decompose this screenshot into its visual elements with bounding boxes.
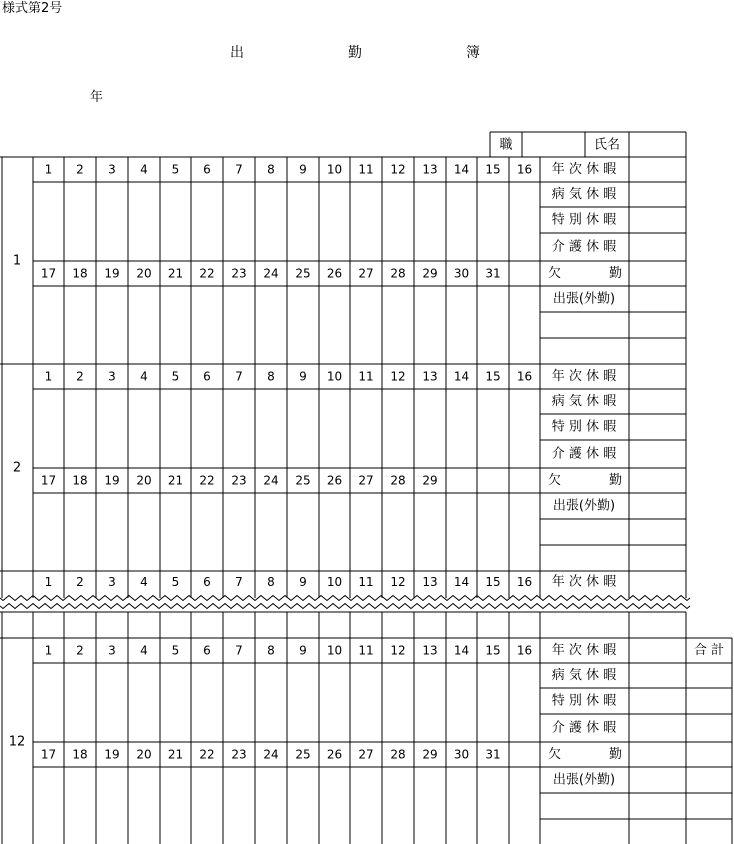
day-number: 10 — [326, 369, 343, 384]
day-number: 19 — [104, 473, 120, 488]
day-number: 14 — [453, 369, 470, 384]
day-number: 22 — [199, 473, 215, 488]
day-number: 13 — [422, 369, 438, 384]
title-char-1: 出 — [230, 45, 244, 61]
day-number: 8 — [267, 162, 275, 177]
day-number: 10 — [326, 643, 343, 658]
day-number: 14 — [453, 643, 470, 658]
business-trip-label: 出張(外勤) — [552, 498, 616, 514]
day-number: 4 — [140, 575, 148, 589]
day-number: 22 — [199, 747, 215, 762]
day-number: 26 — [326, 266, 343, 281]
name-label: 氏名 — [593, 137, 621, 153]
day-number: 5 — [171, 575, 180, 589]
day-number: 12 — [390, 369, 406, 384]
day-number: 21 — [167, 266, 184, 281]
day-number: 5 — [171, 162, 180, 177]
day-number: 19 — [104, 266, 120, 281]
day-number: 9 — [299, 162, 307, 177]
day-number: 29 — [422, 473, 438, 488]
day-number: 1 — [44, 162, 53, 177]
day-number: 25 — [295, 473, 311, 488]
day-number: 16 — [516, 575, 533, 589]
day-number: 7 — [235, 369, 243, 384]
day-number: 21 — [167, 473, 184, 488]
day-number: 3 — [108, 575, 116, 589]
day-number: 1 — [44, 369, 53, 384]
absence-label: 勤 — [608, 266, 622, 281]
leave-type-label: 特 別 休 暇 — [551, 212, 617, 228]
day-number: 16 — [516, 162, 533, 177]
day-number: 20 — [136, 266, 152, 281]
day-number: 8 — [267, 575, 275, 589]
leave-type-label: 病 気 休 暇 — [551, 668, 617, 683]
day-number: 11 — [358, 162, 374, 177]
day-number: 12 — [390, 162, 406, 177]
day-number: 21 — [167, 747, 184, 762]
leave-type-label: 介 護 休 暇 — [551, 239, 617, 255]
leave-type-label: 年 次 休 暇 — [551, 574, 617, 590]
day-number: 23 — [231, 747, 247, 762]
day-number: 11 — [358, 575, 374, 589]
day-number: 3 — [108, 643, 116, 658]
absence-label: 欠 — [548, 473, 562, 488]
day-number: 15 — [485, 575, 501, 589]
year-label: 年 — [90, 90, 104, 105]
day-number: 6 — [203, 575, 211, 589]
day-number: 27 — [358, 266, 374, 281]
day-number: 17 — [40, 747, 57, 762]
leave-type-label: 介 護 休 暇 — [551, 720, 617, 736]
day-number: 14 — [453, 162, 470, 177]
day-number: 14 — [453, 575, 470, 589]
day-number: 13 — [422, 575, 438, 589]
day-number: 7 — [235, 575, 243, 589]
day-number: 24 — [263, 747, 279, 762]
day-number: 16 — [516, 369, 533, 384]
day-number: 4 — [140, 162, 148, 177]
day-number: 16 — [516, 643, 533, 658]
day-number: 30 — [453, 266, 470, 281]
day-number: 25 — [295, 266, 311, 281]
day-number: 9 — [299, 369, 307, 384]
absence-label: 勤 — [608, 747, 622, 762]
absence-label: 欠 — [548, 266, 562, 281]
day-number: 31 — [485, 266, 501, 281]
break-wave-bottom — [0, 604, 690, 609]
day-number: 17 — [40, 473, 57, 488]
title-char-3: 簿 — [466, 45, 480, 61]
day-number: 18 — [72, 473, 88, 488]
day-number: 5 — [171, 369, 180, 384]
day-number: 30 — [453, 747, 470, 762]
day-number: 24 — [263, 473, 279, 488]
day-number: 26 — [326, 473, 343, 488]
day-number: 2 — [76, 369, 84, 384]
absence-label: 勤 — [608, 473, 622, 488]
day-number: 3 — [108, 369, 116, 384]
day-number: 23 — [231, 266, 247, 281]
day-number: 26 — [326, 747, 343, 762]
leave-type-label: 病 気 休 暇 — [551, 394, 617, 409]
day-number: 23 — [231, 473, 247, 488]
day-number: 29 — [422, 747, 438, 762]
day-number: 27 — [358, 747, 374, 762]
day-number: 18 — [72, 747, 88, 762]
day-number: 12 — [390, 575, 406, 589]
form-number: 様式第2号 — [2, 1, 63, 16]
business-trip-label: 出張(外勤) — [552, 291, 616, 307]
day-number: 2 — [76, 575, 84, 589]
day-number: 2 — [76, 643, 84, 658]
day-number: 11 — [358, 643, 374, 658]
month-label: 2 — [12, 460, 22, 476]
day-number: 28 — [390, 266, 406, 281]
business-trip-label: 出張(外勤) — [552, 772, 616, 788]
day-number: 11 — [358, 369, 374, 384]
day-number: 3 — [108, 162, 116, 177]
title-char-2: 勤 — [348, 45, 362, 61]
day-number: 19 — [104, 747, 120, 762]
month-label: 1 — [12, 253, 22, 269]
absence-label: 欠 — [548, 747, 562, 762]
leave-type-label: 特 別 休 暇 — [551, 693, 617, 709]
day-number: 28 — [390, 473, 406, 488]
day-number: 15 — [485, 162, 501, 177]
leave-type-label: 介 護 休 暇 — [551, 446, 617, 462]
day-number: 27 — [358, 473, 374, 488]
day-number: 10 — [326, 162, 343, 177]
leave-type-label: 年 次 休 暇 — [551, 643, 617, 658]
day-number: 15 — [485, 643, 501, 658]
day-number: 13 — [422, 643, 438, 658]
day-number: 7 — [235, 643, 243, 658]
break-wave-top — [0, 596, 690, 601]
month-label: 12 — [8, 734, 26, 750]
day-number: 5 — [171, 643, 180, 658]
total-label: 合 計 — [693, 643, 725, 658]
day-number: 10 — [326, 575, 343, 589]
day-number: 2 — [76, 162, 84, 177]
day-number: 9 — [299, 643, 307, 658]
day-number: 20 — [136, 473, 152, 488]
day-number: 1 — [44, 575, 53, 589]
leave-type-label: 病 気 休 暇 — [551, 187, 617, 202]
day-number: 6 — [203, 643, 211, 658]
day-number: 15 — [485, 369, 501, 384]
position-label: 職 — [499, 137, 513, 153]
leave-type-label: 特 別 休 暇 — [551, 419, 617, 435]
day-number: 12 — [390, 643, 406, 658]
day-number: 22 — [199, 266, 215, 281]
leave-type-label: 年 次 休 暇 — [551, 369, 617, 384]
day-number: 18 — [72, 266, 88, 281]
day-number: 7 — [235, 162, 243, 177]
day-number: 25 — [295, 747, 311, 762]
day-number: 8 — [267, 643, 275, 658]
day-number: 28 — [390, 747, 406, 762]
day-number: 8 — [267, 369, 275, 384]
day-number: 9 — [299, 575, 307, 589]
day-number: 13 — [422, 162, 438, 177]
day-number: 4 — [140, 369, 148, 384]
day-number: 17 — [40, 266, 57, 281]
day-number: 6 — [203, 369, 211, 384]
day-number: 4 — [140, 643, 148, 658]
day-number: 24 — [263, 266, 279, 281]
day-number: 31 — [485, 747, 501, 762]
day-number: 6 — [203, 162, 211, 177]
leave-type-label: 年 次 休 暇 — [551, 162, 617, 177]
day-number: 20 — [136, 747, 152, 762]
day-number: 29 — [422, 266, 438, 281]
day-number: 1 — [44, 643, 53, 658]
